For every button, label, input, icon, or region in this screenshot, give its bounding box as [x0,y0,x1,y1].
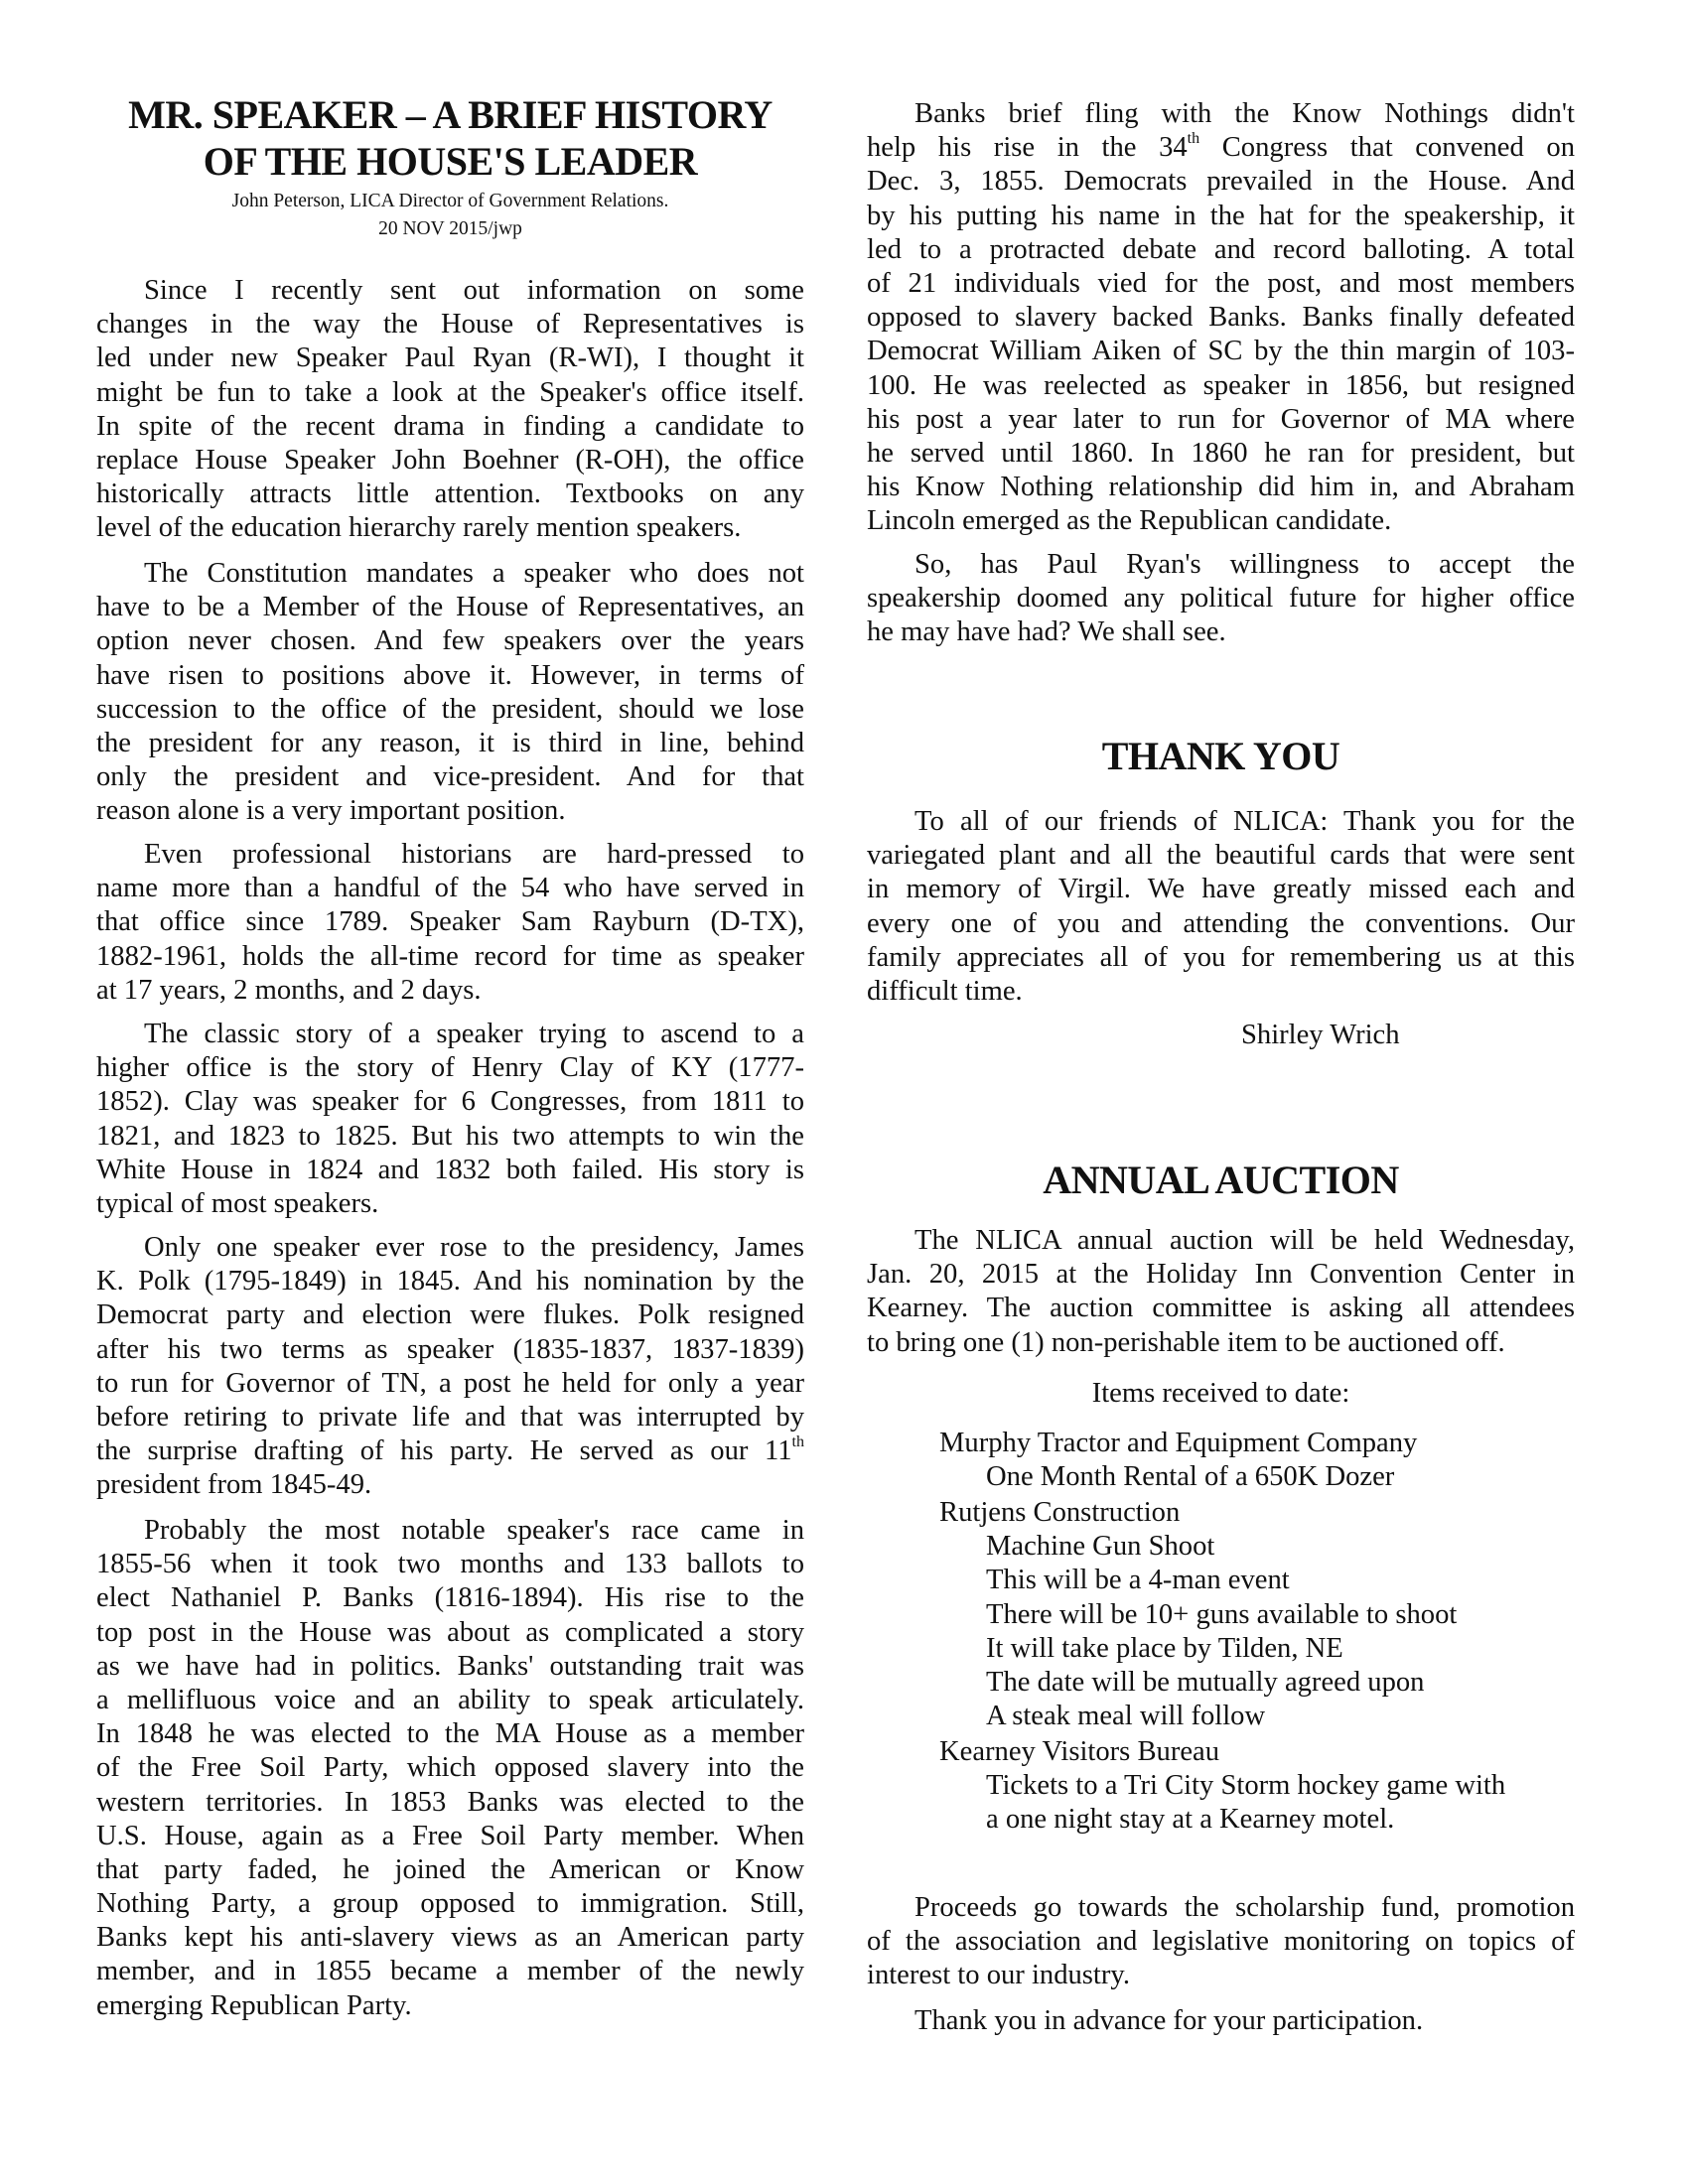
text-line [96,1298,804,1332]
line-text: after his two terms as speaker (1835-1837, 1837-1839) [96,1333,804,1365]
text-line [867,1959,1575,1992]
text-line [96,591,804,624]
text-line [96,624,804,658]
line-text: by his putting his name in the hat for the speakership, it [867,200,1575,231]
text-line [867,403,1575,437]
line-text: Democrat William Aiken of SC by the thin margin of 103- [867,336,1575,367]
signature: Shirley Wrich [1241,1020,1400,1050]
text-line [96,478,804,511]
line-text: Jan. 20, 2015 at the Holiday Inn Convention Center in [867,1259,1575,1291]
line-text: to bring one (1) non-perishable item to be auctioned off. [867,1326,1505,1358]
line-text: a mellifluous voice and an ability to speak articulately. [96,1684,804,1715]
donor [939,1427,1505,1494]
line-text: he may have had? We shall see. [867,616,1226,648]
line-text: The NLICA annual auction will be held Wednesday, [914,1225,1575,1256]
donor-detail: A steak meal will follow [986,1701,1266,1732]
text-line [96,1434,804,1468]
line-text: in memory of Virgil. We have greatly missed each and [867,874,1575,905]
line-text: Democrat party and election were flukes. Polk resigned [96,1299,804,1331]
line-text: So, has Paul Ryan's willingness to accept the [914,549,1575,580]
line-text: The classic story of a speaker trying to ascend to a [144,1019,804,1049]
text-line [96,308,804,341]
text-line [96,1786,804,1820]
line-text: only the president and vice-president. And for that [96,761,804,793]
line-text: have to be a Member of the House of Representatives, an [96,592,804,623]
text-line [867,615,1575,649]
text-line [96,1650,804,1684]
line-text: Only one speaker ever rose to the presidency, James [144,1232,804,1263]
line-text: Even professional historians are hard-pressed to [144,839,804,870]
text-line [96,1051,804,1085]
line-text: top post in the House was about as complicated a story [96,1616,804,1648]
text-line [96,1018,804,1051]
proceeds-paragraph [867,1891,1575,1993]
date-line: 20 NOV 2015/jwp [378,218,522,239]
text-line [96,1367,804,1401]
line-text: speakership doomed any political future for higher office [867,583,1575,614]
text-line [867,1292,1575,1325]
line-text: western territories. In 1853 Banks was elected to the [96,1786,804,1818]
line-text: member, and in 1855 became a member of the newly [96,1956,804,1987]
text-line [96,1717,804,1751]
text-line [96,1548,804,1581]
text-line [96,1401,804,1434]
text-line [96,1085,804,1119]
line-text: replace House Speaker John Boehner (R-OH), the office [96,444,804,476]
text-line [867,907,1575,941]
line-text: president from 1845-49. [96,1469,372,1501]
line-text: of the Free Soil Party, which opposed slavery into the [96,1752,804,1784]
line-text: Probably the most notable speaker's race came in [144,1515,804,1546]
text-line [96,1514,804,1548]
line-text: reason alone is a very important position. [96,795,566,827]
line-text: of the association and legislative monitoring on topics of [867,1926,1575,1958]
paragraph [96,1514,804,2023]
line-text: Kearney. The auction committee is asking all attendees [867,1293,1575,1324]
text-line [96,1120,804,1154]
text-line [867,97,1575,131]
line-text: Proceeds go towards the scholarship fund, promotion [914,1892,1575,1923]
text-line [96,1333,804,1367]
text-line [96,1887,804,1921]
text-line [867,1925,1575,1959]
line-text: The Constitution mandates a speaker who does not [144,558,804,589]
text-line [867,582,1575,615]
text-line [867,1326,1575,1360]
line-text: name more than a handful of the 54 who have served in [96,873,804,904]
line-text: opposed to slavery backed Banks. Banks finally defeated [867,302,1575,334]
line-text: Congress that convened on [1199,132,1575,164]
text-line [96,659,804,693]
line-text: to run for Governor of TN, a post he held for only a year [96,1367,804,1399]
author-line: John Peterson, LICA Director of Government Relations. [231,191,669,211]
text-line [96,974,804,1008]
text-line [867,369,1575,403]
text-line [96,444,804,478]
paragraph [96,1018,804,1221]
donor-name: Murphy Tractor and Equipment Company [939,1428,1418,1458]
line-text: Dec. 3, 1855. Democrats prevailed in the House. And [867,166,1575,198]
paragraph [96,1231,804,1503]
auction-heading: ANNUAL AUCTION [1043,1158,1399,1202]
text-line [867,975,1575,1009]
text-line [96,760,804,794]
donor-name: Kearney Visitors Bureau [939,1736,1220,1768]
line-text: To all of our friends of NLICA: Thank you for the [914,806,1575,837]
text-line [96,1231,804,1265]
line-text: led under new Speaker Paul Ryan (R-WI), I thought it [96,342,804,374]
line-text: of 21 individuals vied for the post, and most members [867,267,1575,299]
line-text: U.S. House, again as a Free Soil Party member. When [96,1820,804,1851]
line-text: as we have had in politics. Banks' outstanding trait was [96,1650,804,1682]
text-line [867,504,1575,538]
text-line [96,557,804,591]
donor-detail: Tickets to a Tri City Storm hockey game with [986,1770,1506,1802]
line-text: Banks kept his anti-slavery views as an American party [96,1922,804,1954]
line-text: 1855-56 when it took two months and 133 ballots to [96,1549,804,1580]
text-line [96,1684,804,1717]
text-line [96,511,804,545]
line-text: he served until 1860. In 1860 he ran for president, but [867,437,1575,469]
text-line [96,341,804,375]
text-line [96,1187,804,1221]
text-line [867,165,1575,199]
text-line [96,1751,804,1785]
text-line [867,131,1575,165]
paragraph [867,97,1575,538]
donor [939,1496,1505,1733]
article-title-line: OF THE HOUSE'S LEADER [203,139,698,184]
line-text: that party faded, he joined the American or Know [96,1853,804,1885]
line-text: changes in the way the House of Representatives is [96,309,804,341]
article-title-line: MR. SPEAKER – A BRIEF HISTORY [128,92,773,137]
donor-detail: The date will be mutually agreed upon [986,1667,1425,1699]
line-text: Nothing Party, a group opposed to immigration. Still, [96,1888,804,1920]
text-line [96,838,804,872]
text-line [96,1468,804,1502]
text-line [867,301,1575,335]
text-line [96,940,804,974]
donor-detail: a one night stay at a Kearney motel. [986,1804,1395,1836]
donor-list [939,1427,1505,1838]
text-line [867,437,1575,471]
line-text: 100. He was reelected as speaker in 1856, but resigned [867,369,1575,401]
line-text: every one of you and attending the conventions. Our [867,907,1575,939]
line-text: In 1848 he was elected to the MA House as a member [96,1718,804,1750]
text-line [96,376,804,410]
items-label: Items received to date: [1091,1378,1350,1409]
superscript: th [1187,130,1200,148]
paragraph [96,557,804,829]
line-text: might be fun to take a look at the Speaker's office itself. [96,376,804,408]
text-line [867,200,1575,233]
text-line [96,1820,804,1853]
line-text: option never chosen. And few speakers over the years [96,625,804,657]
line-text: at 17 years, 2 months, and 2 days. [96,974,482,1006]
line-text: elect Nathaniel P. Banks (1816-1894). His rise to the [96,1582,804,1614]
line-text: his post a year later to run for Governor of MA where [867,403,1575,435]
donor [939,1735,1505,1838]
text-line [867,335,1575,368]
donor-detail: One Month Rental of a 650K Dozer [986,1461,1395,1493]
text-line [96,794,804,828]
text-line [867,839,1575,873]
line-text: White House in 1824 and 1832 both failed. His story is [96,1154,804,1185]
line-text: his Know Nothing relationship did him in, and Abraham [867,472,1575,503]
text-line [867,548,1575,582]
line-text: typical of most speakers. [96,1187,379,1219]
line-text: 1821, and 1823 to 1825. But his two attempts to win the [96,1120,804,1152]
text-line [96,1955,804,1988]
line-text: 1852). Clay was speaker for 6 Congresses, from 1811 to [96,1086,804,1118]
line-text: help his rise in the 34 [867,132,1188,164]
article-title [96,91,804,185]
line-text: In spite of the recent drama in finding a candidate to [96,410,804,442]
text-line [96,693,804,727]
text-line [867,1258,1575,1292]
thank-you-paragraph [867,805,1575,1009]
line-text: have risen to positions above it. However, in terms of [96,659,804,691]
article-byline [96,188,804,243]
text-line [96,905,804,939]
superscript: th [791,1433,804,1451]
text-line [96,1265,804,1298]
text-line [96,1154,804,1187]
line-text: Banks brief fling with the Know Nothings didn't [914,98,1575,129]
line-text: difficult time. [867,975,1023,1007]
text-line [96,1853,804,1887]
text-line [867,805,1575,839]
line-text: led to a protracted debate and record balloting. A total [867,233,1575,265]
text-line [96,1616,804,1650]
paragraph [867,548,1575,650]
line-text: Lincoln emerged as the Republican candidate. [867,505,1392,537]
line-text: that office since 1789. Speaker Sam Rayburn (D-TX), [96,906,804,938]
text-line [96,1989,804,2023]
donor-detail: There will be 10+ guns available to shoot [986,1598,1458,1630]
text-line [867,873,1575,906]
line-text: interest to our industry. [867,1960,1130,1991]
text-line [867,941,1575,975]
text-line [867,267,1575,301]
line-text: higher office is the story of Henry Clay of KY (1777- [96,1052,804,1084]
line-text: family appreciates all of you for remembering us at this [867,941,1575,973]
line-text: succession to the office of the president, should we lose [96,693,804,725]
line-text: emerging Republican Party. [96,1989,412,2021]
donor-detail: Machine Gun Shoot [986,1531,1215,1563]
line-text: variegated plant and all the beautiful cards that were sent [867,840,1575,872]
line-text: level of the education hierarchy rarely mention speakers. [96,512,742,544]
text-line [867,1891,1575,1925]
text-line [96,410,804,444]
text-line [867,1224,1575,1258]
donor-name: Rutjens Construction [939,1497,1181,1528]
auction-paragraph [867,1224,1575,1360]
text-line [96,872,804,905]
line-text: Since I recently sent out information on some [144,275,804,306]
line-text: K. Polk (1795-1849) in 1845. And his nomination by the [96,1266,804,1297]
text-line [867,233,1575,267]
line-text: before retiring to private life and that was interrupted by [96,1401,804,1433]
line-text: historically attracts little attention. Textbooks on any [96,478,804,510]
donor-detail: This will be a 4-man event [986,1565,1290,1596]
paragraph [96,274,804,546]
text-line [96,727,804,760]
donor-detail: It will take place by Tilden, NE [986,1632,1343,1664]
line-text: the surprise drafting of his party. He served as our 11 [96,1435,792,1467]
thank-you-heading: THANK YOU [1101,734,1340,778]
text-line [96,1921,804,1955]
paragraph [96,838,804,1008]
line-text: the president for any reason, it is third in line, behind [96,727,804,758]
closing-line: Thank you in advance for your participation. [914,2005,1424,2036]
line-text: 1882-1961, holds the all-time record for time as speaker [96,940,804,972]
text-line [96,274,804,308]
text-line [867,471,1575,504]
text-line [96,1581,804,1615]
